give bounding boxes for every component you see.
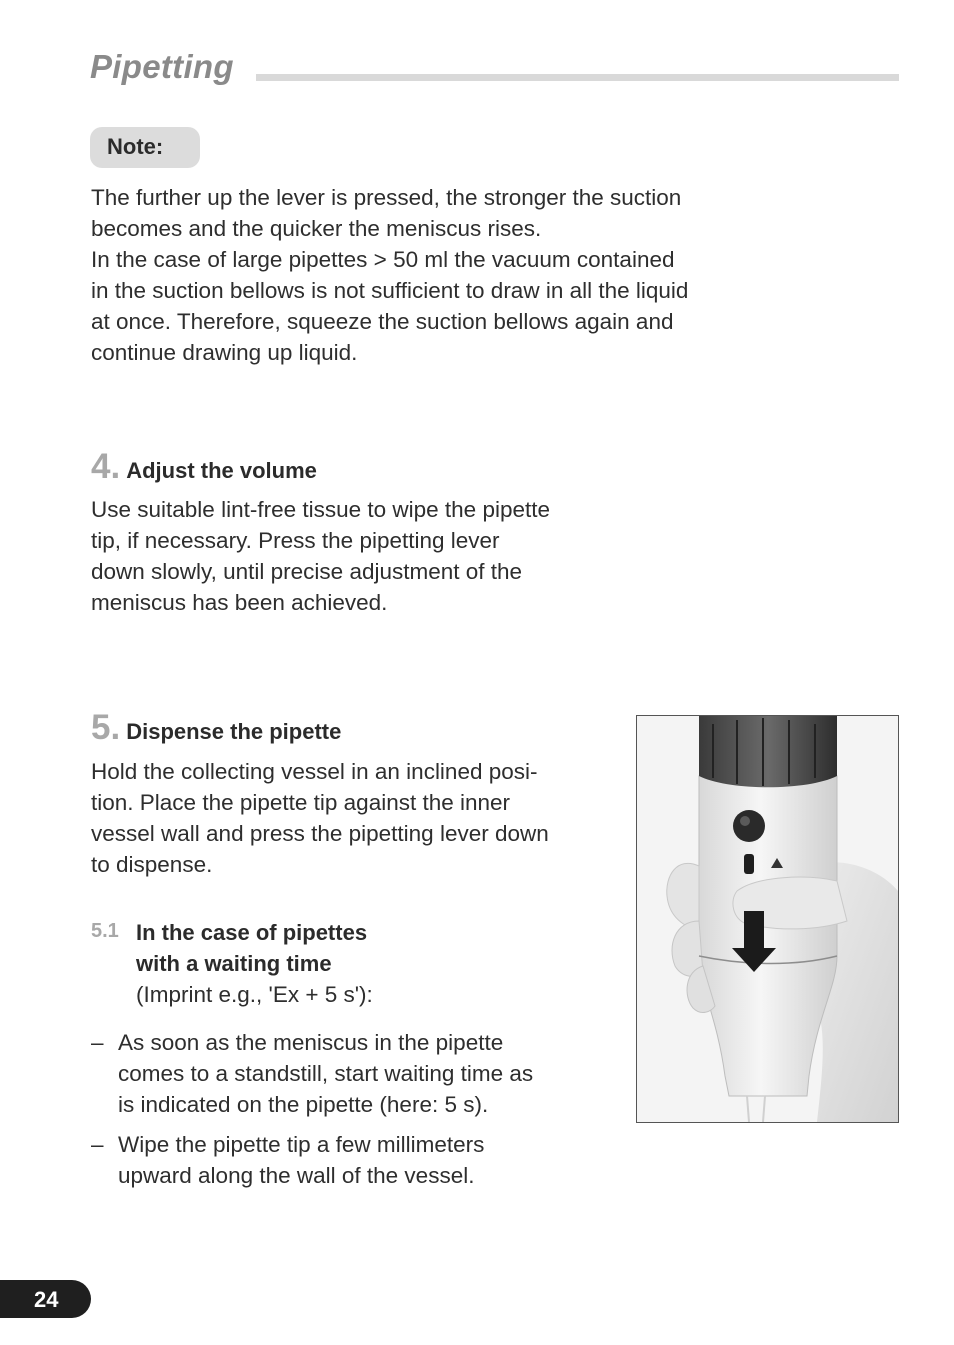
step-4-heading (91, 447, 317, 487)
text-line: The further up the lever is pressed, the stronger the suction (91, 185, 682, 210)
substep-title (136, 917, 367, 979)
substep-imprint: (Imprint e.g., 'Ex + 5 s'): (136, 982, 373, 1007)
step-number: 4. (91, 447, 121, 486)
step-5-heading (91, 708, 341, 748)
page-title: Pipetting (90, 48, 234, 85)
pipette-photo (636, 715, 899, 1123)
title-rule (256, 74, 899, 81)
text-line: tion. Place the pipette tip against the inner (91, 790, 511, 815)
text-line: in the suction bellows is not sufficient to draw in all the liquid (91, 278, 689, 303)
bullet-item (91, 1129, 484, 1191)
text-line: vessel wall and press the pipetting lever down (91, 821, 549, 846)
bullet-dash: – (91, 1030, 104, 1055)
text-line: As soon as the meniscus in the pipette (118, 1030, 504, 1055)
text-line: In the case of pipettes (136, 920, 368, 945)
bullet-dash: – (91, 1132, 104, 1157)
text-line: to dispense. (91, 852, 213, 877)
text-line: is indicated on the pipette (here: 5 s). (118, 1092, 489, 1117)
text-line: Wipe the pipette tip a few millimeters (118, 1132, 485, 1157)
text-line: continue drawing up liquid. (91, 340, 358, 365)
text-line: upward along the wall of the vessel. (118, 1163, 475, 1188)
text-line: comes to a standstill, start waiting time as (118, 1061, 534, 1086)
text-line: at once. Therefore, squeeze the suction bellows again and (91, 309, 674, 334)
step-title: Adjust the volume (126, 458, 317, 483)
step-4-paragraph (91, 494, 550, 618)
text-line: In the case of large pipettes > 50 ml the vacuum contained (91, 247, 675, 272)
step-title: Dispense the pipette (126, 719, 342, 744)
note-paragraph (91, 182, 688, 368)
text-line: with a waiting time (136, 951, 332, 976)
pipette-illustration (637, 716, 898, 1122)
page-number: 24 (34, 1287, 59, 1312)
bullet-item (91, 1027, 533, 1120)
text-line: tip, if necessary. Press the pipetting lever (91, 528, 500, 553)
text-line: down slowly, until precise adjustment of the (91, 559, 523, 584)
text-line: Use suitable lint-free tissue to wipe the pipette (91, 497, 550, 522)
substep-number: 5.1 (91, 920, 119, 942)
text-line: becomes and the quicker the meniscus rises. (91, 216, 542, 241)
note-label: Note: (107, 134, 164, 159)
step-number: 5. (91, 708, 121, 747)
text-line: Hold the collecting vessel in an inclined posi- (91, 759, 538, 784)
text-line: meniscus has been achieved. (91, 590, 388, 615)
step-5-paragraph (91, 756, 549, 880)
